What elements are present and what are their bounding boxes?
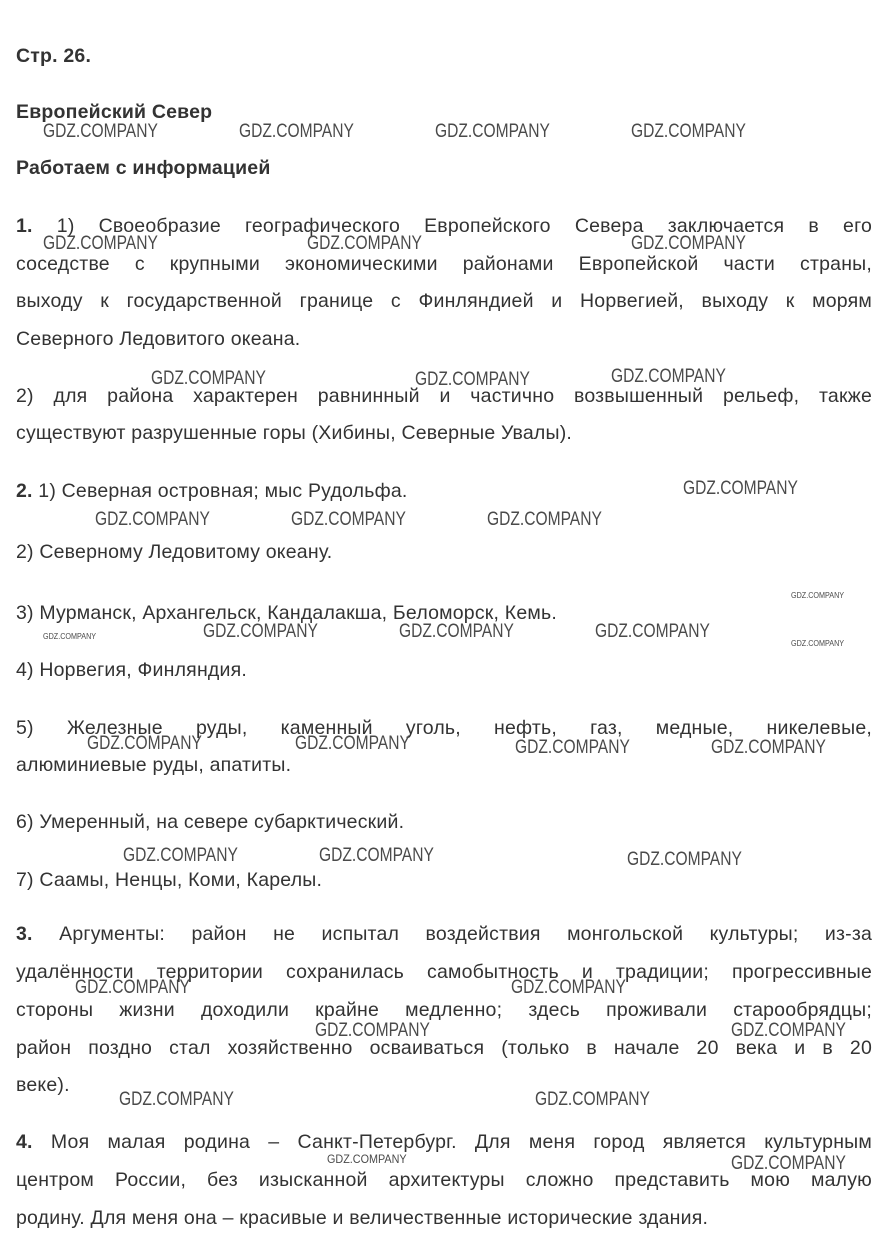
answer-3-number: 3. bbox=[16, 923, 33, 945]
answer-2-item-6: 6) Умеренный, на севере субарктический. bbox=[16, 811, 405, 833]
watermark: GDZ.COMPANY bbox=[43, 632, 97, 641]
answer-3-line-2: удалённости территории сохранилась самобытность и традиции; прогрессивные bbox=[16, 961, 872, 983]
watermark: GDZ.COMPANY bbox=[75, 977, 190, 998]
answer-1-line-1: 1. 1) Своеобразие географического Европейского Севера заключается в его bbox=[16, 215, 872, 237]
answer-3-line-5: веке). bbox=[16, 1074, 70, 1096]
watermark: GDZ.COMPANY bbox=[327, 1152, 407, 1166]
watermark: GDZ.COMPANY bbox=[151, 368, 266, 389]
answer-2-item-5-line-2: алюминиевые руды, апатиты. bbox=[16, 754, 292, 776]
answer-1-line-3: выходу к государственной границе с Финляндией и Норвегией, выходу к морям bbox=[16, 290, 872, 312]
watermark: GDZ.COMPANY bbox=[535, 1089, 650, 1110]
watermark: GDZ.COMPANY bbox=[487, 509, 602, 530]
answer-2-number: 2. bbox=[16, 480, 33, 502]
watermark: GDZ.COMPANY bbox=[791, 639, 845, 648]
answer-4-number: 4. bbox=[16, 1131, 33, 1153]
section-title: Работаем с информацией bbox=[16, 157, 271, 179]
watermark: GDZ.COMPANY bbox=[319, 845, 434, 866]
answer-3-line-4: район поздно стал хозяйственно осваиваться (только в начале 20 века и в 20 bbox=[16, 1037, 872, 1059]
watermark: GDZ.COMPANY bbox=[295, 733, 410, 754]
watermark: GDZ.COMPANY bbox=[123, 845, 238, 866]
watermark: GDZ.COMPANY bbox=[291, 509, 406, 530]
watermark: GDZ.COMPANY bbox=[627, 849, 742, 870]
watermark: GDZ.COMPANY bbox=[435, 121, 550, 142]
answer-2-item-5-line-1: 5) Железные руды, каменный уголь, нефть, газ, медные, никелевые, bbox=[16, 717, 872, 739]
answer-1-part-2-line-2: существуют разрушенные горы (Хибины, Северные Увалы). bbox=[16, 422, 573, 444]
watermark: GDZ.COMPANY bbox=[631, 233, 746, 254]
watermark: GDZ.COMPANY bbox=[203, 621, 318, 642]
answer-2-item-1: 2. 1) Северная островная; мыс Рудольфа. bbox=[16, 480, 408, 502]
page-label: Стр. 26. bbox=[16, 45, 92, 67]
watermark: GDZ.COMPANY bbox=[511, 977, 626, 998]
answer-2-item-4: 4) Норвегия, Финляндия. bbox=[16, 659, 247, 681]
watermark: GDZ.COMPANY bbox=[631, 121, 746, 142]
watermark: GDZ.COMPANY bbox=[611, 366, 726, 387]
watermark: GDZ.COMPANY bbox=[307, 233, 422, 254]
answer-1-number: 1. bbox=[16, 215, 33, 237]
answer-4-line-2: центром России, без изысканной архитектуры сложно представить мою малую bbox=[16, 1169, 872, 1191]
watermark: GDZ.COMPANY bbox=[731, 1020, 846, 1041]
answer-1-line-4: Северного Ледовитого океана. bbox=[16, 328, 301, 350]
watermark: GDZ.COMPANY bbox=[791, 591, 845, 600]
answer-4-line-1: 4. Моя малая родина – Санкт-Петербург. Для меня город является культурным bbox=[16, 1131, 872, 1153]
watermark: GDZ.COMPANY bbox=[87, 733, 202, 754]
answer-2-item-3: 3) Мурманск, Архангельск, Кандалакша, Беломорск, Кемь. bbox=[16, 602, 557, 624]
region-title: Европейский Север bbox=[16, 101, 213, 123]
watermark: GDZ.COMPANY bbox=[711, 737, 826, 758]
watermark: GDZ.COMPANY bbox=[595, 621, 710, 642]
watermark: GDZ.COMPANY bbox=[515, 737, 630, 758]
watermark: GDZ.COMPANY bbox=[239, 121, 354, 142]
answer-3-line-3: стороны жизни доходили крайне медленно; здесь проживали старообрядцы; bbox=[16, 999, 872, 1021]
watermark: GDZ.COMPANY bbox=[731, 1153, 846, 1174]
watermark: GDZ.COMPANY bbox=[43, 121, 158, 142]
watermark: GDZ.COMPANY bbox=[415, 369, 530, 390]
answer-1-part-2-line-1: 2) для района характерен равнинный и частично возвышенный рельеф, также bbox=[16, 385, 872, 407]
answer-2-item-2: 2) Северному Ледовитому океану. bbox=[16, 541, 333, 563]
answer-1-line-2: соседстве с крупными экономическими районами Европейской части страны, bbox=[16, 253, 872, 275]
answer-4-line-3: родину. Для меня она – красивые и величественные исторические здания. bbox=[16, 1207, 709, 1229]
answer-2-item-7: 7) Саамы, Ненцы, Коми, Карелы. bbox=[16, 869, 323, 891]
watermark: GDZ.COMPANY bbox=[119, 1089, 234, 1110]
watermark: GDZ.COMPANY bbox=[683, 478, 798, 499]
watermark: GDZ.COMPANY bbox=[95, 509, 210, 530]
answer-3-line-1: 3. Аргументы: район не испытал воздействия монгольской культуры; из-за bbox=[16, 923, 873, 945]
watermark: GDZ.COMPANY bbox=[43, 233, 158, 254]
watermark: GDZ.COMPANY bbox=[399, 621, 514, 642]
watermark: GDZ.COMPANY bbox=[315, 1020, 430, 1041]
